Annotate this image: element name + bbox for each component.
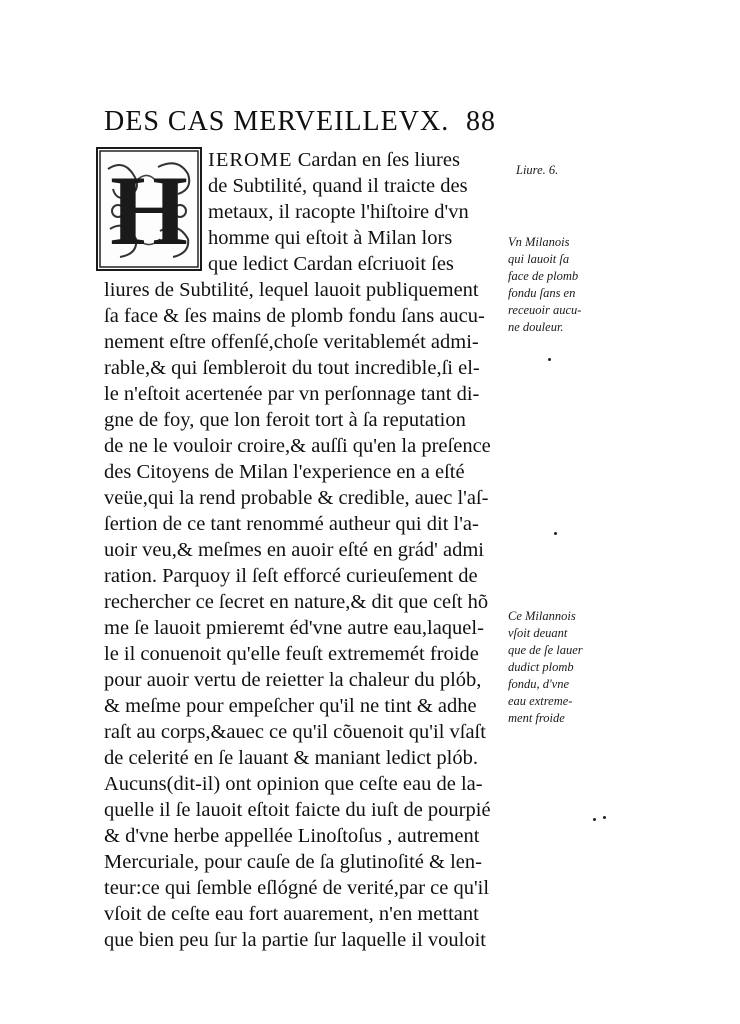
margin-note-line: Ce Milannois <box>508 609 576 623</box>
text-line: vſoit de ceſte eau fort auarement, n'en mettant <box>104 903 479 925</box>
margin-note-book-reference <box>516 162 558 179</box>
margin-note-milanese-man <box>508 234 581 336</box>
text-line: des Citoyens de Milan l'experience en a eſté <box>104 461 465 483</box>
text-line: homme qui eſtoit à Milan lors <box>208 227 453 249</box>
ink-speck <box>554 532 557 535</box>
text-line: que bien peu ſur la partie ſur laquelle il vouloit <box>104 929 486 951</box>
text-line: de celerité en ſe lauant & maniant ledict plób. <box>104 747 478 769</box>
text-line: pour auoir vertu de reietter la chaleur du plób, <box>104 669 482 691</box>
ink-speck <box>603 816 606 819</box>
initial-letter: H <box>110 155 188 266</box>
text-line: le il conuenoit qu'elle feuſt extrememét froide <box>104 643 479 665</box>
text-line: ration. Parquoy il ſeſt efforcé curieuſement de <box>104 565 478 587</box>
text-line: que ledict Cardan eſcriuoit ſes <box>208 253 454 275</box>
text-line: me ſe lauoit pmieremt éd'vne autre eau,laquel- <box>104 617 484 639</box>
text-line: de ne le vouloir croire,& auſſi qu'en la preſence <box>104 435 491 457</box>
running-title: DES CAS MERVEILLEVX. <box>104 106 450 137</box>
text-line: raſt au corps,&auec ce qu'il cõuenoit qu'il vſaſt <box>104 721 486 743</box>
margin-note-line: ne douleur. <box>508 320 564 334</box>
margin-note-line: qui lauoit ſa <box>508 252 570 266</box>
text-line: nement eſtre offenſé,choſe veritablemét admi- <box>104 331 479 353</box>
first-word: IEROME <box>208 149 293 171</box>
text-line: liures de Subtilité, lequel lauoit publiquement <box>104 279 479 301</box>
text-line: ſa face & ſes mains de plomb fondu ſans aucu- <box>104 305 485 327</box>
ink-speck <box>593 818 596 821</box>
margin-note-line: Liure. 6. <box>516 163 559 177</box>
running-header <box>104 104 496 140</box>
margin-note-line: fondu, d'vne <box>508 677 569 691</box>
ornamental-letter-h-icon <box>98 149 200 269</box>
text-line: teur:ce qui ſemble eſlógné de verité,par ce qu'il <box>104 877 490 899</box>
page-number: 88 <box>466 106 496 137</box>
decorated-initial <box>96 147 202 271</box>
text-line: de Subtilité, quand il traicte des <box>208 175 468 197</box>
text-line <box>208 147 500 173</box>
text-line: le n'eſtoit acertenée par vn perſonnage tant di- <box>104 383 480 405</box>
margin-note-line: vſoit deuant <box>508 626 568 640</box>
ink-speck <box>548 358 551 361</box>
text-line: Aucuns(dit-il) ont opinion que ceſte eau de la- <box>104 773 483 795</box>
margin-note-line: que de ſe lauer <box>508 643 583 657</box>
margin-note-line: eau extreme- <box>508 694 573 708</box>
text-line: Mercuriale, pour cauſe de ſa glutinoſité & len- <box>104 851 482 873</box>
text-line: metaux, il racopte l'hiſtoire d'vn <box>208 201 469 223</box>
margin-note-cold-water <box>508 608 583 727</box>
margin-note-line: face de plomb <box>508 269 579 283</box>
text-line: rechercher ce ſecret en nature,& dit que ceſt hõ <box>104 591 489 613</box>
text-line: gne de foy, que lon feroit tort à ſa reputation <box>104 409 466 431</box>
text-line: rable,& qui ſembleroit du tout incredible,ſi el- <box>104 357 480 379</box>
text-line: & d'vne herbe appellée Linoſtoſus , autrement <box>104 825 480 847</box>
margin-note-line: receuoir aucu- <box>508 303 582 317</box>
margin-note-line: Vn Milanois <box>508 235 570 249</box>
first-line-rest: Cardan en ſes liures <box>292 149 460 171</box>
text-line: & meſme pour empeſcher qu'il ne tint & adhe <box>104 695 477 717</box>
text-line: quelle il ſe lauoit eſtoit faicte du iuſt de pourpié <box>104 799 491 821</box>
margin-note-line: fondu ſans en <box>508 286 576 300</box>
text-line: uoir veu,& meſmes en auoir eſté en grád' admi <box>104 539 484 561</box>
margin-note-line: ment froide <box>508 711 565 725</box>
margin-note-line: dudict plomb <box>508 660 574 674</box>
text-line: ſertion de ce tant renommé autheur qui dit l'a- <box>104 513 479 535</box>
text-line: veüe,qui la rend probable & credible, auec l'aſ- <box>104 487 489 509</box>
